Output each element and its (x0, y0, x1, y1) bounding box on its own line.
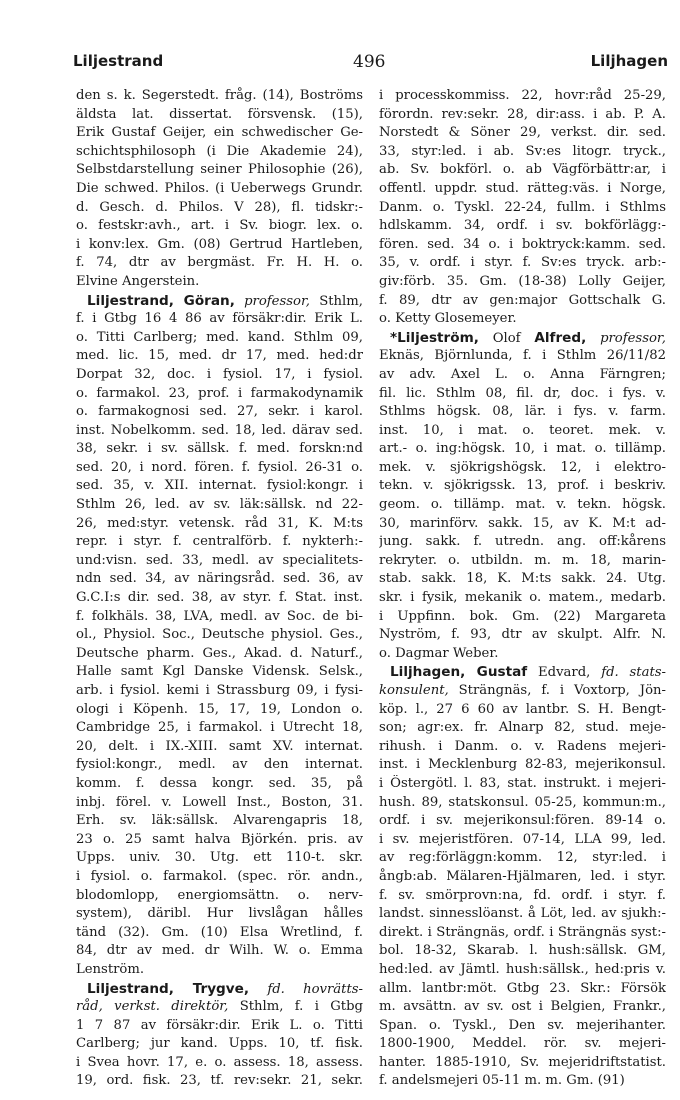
text-line: i Östergötl. l. 83, stat. instrukt. i mejeri- (379, 775, 666, 791)
text-line: komm. f. dessa kongr. sed. 35, på (76, 775, 363, 791)
text-line: 26, med:styr. vetensk. råd 31, K. M:ts (76, 515, 363, 531)
text-line: rihush. i Danm. o. v. Radens mejeri- (379, 738, 666, 754)
text-line: Span. o. Tyskl., Den sv. mejerihanter. (379, 1017, 666, 1033)
entry-given: Edvard, (538, 665, 591, 681)
text-line: f. i Gtbg 16 4 86 av försäkr:dir. Erik L. (76, 311, 363, 327)
text-line: allm. lantbr:möt. Gtbg 23. Skr.: Försök (379, 980, 666, 996)
entry-name: Liljestrand, Göran, (87, 292, 235, 309)
text-line: rekryter. o. utbildn. m. m. 18, marin- (379, 552, 666, 568)
text-line: ologi i Köpenh. 15, 17, 19, London o. (76, 701, 363, 717)
text-line: bol. 18-32, Skarab. l. hush:sällsk. GM, (379, 943, 666, 959)
text-line: repr. i styr. f. centralförb. f. nykterh:- (76, 534, 363, 550)
text-line: 23 o. 25 samt halva Björkén. pris. av (76, 831, 363, 847)
text-line: hush. 89, statskonsul. 05-25, kommun:m., (379, 794, 666, 810)
header-first-word: Liljestrand (73, 52, 164, 70)
page-number: 496 (353, 52, 386, 72)
entry-name: *Liljeström, (390, 329, 479, 346)
text-line: inst. i Mecklenburg 82-83, mejerikonsul. (379, 757, 666, 773)
text-line: Elvine Angerstein. (76, 273, 200, 289)
entry-place: Sthlm, (319, 293, 363, 309)
text-line: Nyström, f. 93, dtr av skulpt. Alfr. N. (379, 627, 666, 643)
entry-head-gustaf-2 (379, 682, 666, 701)
text-line: blodomlopp, energiomsättn. o. nerv- (76, 887, 363, 903)
text-line: Selbstdarstellung seiner Philosophie (26), (76, 162, 363, 178)
entry-title: fd. hovrätts- (267, 981, 363, 997)
text-line: inbj. förel. v. Lowell Inst., Boston, 31. (76, 794, 363, 810)
text-line: stab. sakk. 18, K. M:ts sakk. 24. Utg. (379, 571, 666, 587)
text-line: 1800-1900, Meddel. rör. sv. mejeri- (379, 1036, 666, 1052)
text-line: direkt. i Strängnäs, ordf. i Strängnäs syst:- (379, 924, 666, 940)
text-line: i sv. mejeristfören. 07-14, LLA 99, led. (379, 831, 666, 847)
text-line: ab. Sv. bokförl. o. ab Vägförbättr:ar, i (379, 162, 666, 178)
text-line: köp. l., 27 6 60 av lantbr. S. H. Bengt- (379, 701, 666, 717)
text-line: fysiol:kongr., medl. av den internat. (76, 757, 363, 773)
text-line: o. farmakol. 23, prof. i farmakodynamik (76, 385, 363, 401)
text-line: f. 89, dtr av gen:major Gottschalk G. (379, 292, 666, 308)
text-line: av adv. Axel L. o. Anna Färngren; (379, 366, 666, 382)
entry-title: råd, verkst. direktör, (76, 999, 229, 1015)
entry-given-bold: Alfred, (534, 329, 587, 346)
text-line: schichtsphilosoph (i Die Akademie 24), (76, 143, 363, 159)
text-line: Cambridge 25, i farmakol. i Utrecht 18, (76, 720, 363, 736)
text-line: Halle samt Kgl Danske Vidensk. Selsk., (76, 664, 363, 680)
text-line: geom. o. tillämp. mat. v. tekn. högsk. (379, 497, 666, 513)
text-line: mek. v. sjökrigshögsk. 12, i elektro- (379, 459, 666, 475)
running-header (73, 52, 668, 76)
entry-title: professor, (244, 293, 310, 309)
text-line: Sthlm 26, led. av sv. läk:sällsk. nd 22- (76, 497, 363, 513)
text-line: Erh. sv. läk:sällsk. Alvarengapris 18, (76, 813, 363, 829)
text-line: giv:förb. 35. Gm. (18-38) Lolly Geijer, (379, 273, 666, 289)
entry-head-gustaf (379, 663, 666, 682)
text-line: arb. i fysiol. kemi i Strassburg 09, i fysi- (76, 683, 363, 698)
text-line: hdlskamm. 34, ordf. i sv. bokförlägg:- (379, 218, 666, 234)
text-line: fören. sed. 34 o. i boktryck:kamm. sed. (379, 236, 666, 252)
entry-head-olof (379, 329, 666, 348)
text-line: inst. 10, i mat. o. teoret. mek. v. (379, 422, 666, 438)
text-line: sed. 20, i nord. fören. f. fysiol. 26-31 o. (76, 459, 363, 475)
text-line: tänd (32). Gm. (10) Elsa Wretlind, f. (76, 924, 363, 940)
entry-title: fd. stats- (601, 665, 666, 681)
text-line: 30, marinförv. sakk. 15, av K. M:t ad- (379, 515, 666, 531)
text-line: ångb:ab. Mälaren-Hjälmaren, led. i styr. (379, 868, 666, 884)
text-line: tekn. v. sjökrigssk. 13, prof. i beskriv. (379, 478, 666, 494)
text-line: son; agr:ex. fr. Alnarp 82, stud. meje- (379, 720, 666, 736)
text-line: i Uppfinn. bok. Gm. (22) Margareta (379, 608, 666, 624)
text-line: f. 74, dtr av bergmäst. Fr. H. H. o. (76, 255, 363, 271)
right-column (379, 87, 666, 1091)
text-line: Deutsche pharm. Ges., Akad. d. Naturf., (76, 645, 363, 661)
entry-name: Liljestrand, Trygve, (87, 980, 250, 997)
header-last-word: Liljhagen (590, 52, 668, 70)
text-line: 84, dtr av med. dr Wilh. W. o. Emma (76, 943, 363, 959)
text-line: i Svea hovr. 17, e. o. assess. 18, assess. (76, 1054, 363, 1070)
entry-head-trygve-2 (76, 998, 363, 1017)
text-line: o. Ketty Glosemeyer. (379, 311, 517, 327)
text-line: und:visn. sed. 33, medl. av specialitets- (76, 552, 363, 568)
text-line: Upps. univ. 30. Utg. ett 110-t. skr. (76, 850, 363, 866)
text-line: hanter. 1885-1910, Sv. mejeridriftstatist. (379, 1054, 666, 1070)
text-line: 33, styr:led. i ab. Sv:es litogr. tryck., (379, 143, 666, 159)
text-line: ordf. i sv. mejerikonsul:fören. 89-14 o. (379, 813, 666, 829)
text-line: o. Dagmar Weber. (379, 645, 499, 661)
text-line: jung. sakk. f. utredn. ang. off:kårens (379, 534, 666, 550)
text-line: landst. sinnesslöanst. å Löt, led. av sjukh:- (379, 906, 666, 922)
text-line: hed:led. av Jämtl. hush:sällsk., hed:pris v. (379, 961, 666, 977)
text-line: Norstedt & Söner 29, verkst. dir. sed. (379, 125, 666, 141)
text-line: i konv:lex. Gm. (08) Gertrud Hartleben, (76, 236, 363, 252)
text-line: 20, delt. i IX.-XIII. samt XV. internat. (76, 738, 363, 754)
text-line: inst. Nobelkomm. sed. 18, led. därav sed. (76, 422, 363, 438)
text-line: i processkommiss. 22, hovr:råd 25-29, (379, 88, 666, 103)
text-line: art.- o. ing:högsk. 10, i mat. o. tillämp. (379, 441, 666, 457)
text-line: sed. 35, v. XII. internat. fysiol:kongr. i (76, 478, 363, 494)
text-line: 38, sekr. i sv. sällsk. f. med. forskn:nd (76, 441, 363, 457)
text-line: Die schwed. Philos. (i Ueberwegs Grundr. (76, 180, 363, 196)
entry-name: Liljhagen, Gustaf (390, 664, 528, 681)
text-line: Eknäs, Björnlunda, f. i Sthlm 26/11/82 (379, 348, 666, 364)
text-line: d. Gesch. d. Philos. V 28), fl. tidskr:- (76, 199, 363, 215)
text-line: den s. k. Segerstedt. fråg. (14), Boströms (76, 88, 363, 103)
text-line: offentl. uppdr. stud. rätteg:väs. i Norge, (379, 180, 666, 196)
text-line: Dorpat 32, doc. i fysiol. 17, i fysiol. (76, 366, 363, 382)
text-line: f. sv. smörprovn:na, fd. ordf. i styr. f. (379, 887, 666, 903)
text-line: av reg:förläggn:komm. 12, styr:led. i (379, 850, 666, 866)
text-line: f. andelsmejeri 05-11 m. m. Gm. (91) (379, 1073, 625, 1089)
text-line: Erik Gustaf Geijer, ein schwedischer Ge- (76, 125, 363, 141)
text-line: ol., Physiol. Soc., Deutsche physiol. Ges., (76, 627, 363, 643)
text-line: fil. lic. Sthlm 08, fil. dr, doc. i fys. v. (379, 385, 666, 401)
text-line: Carlberg; jur kand. Upps. 10, tf. fisk. (76, 1036, 363, 1052)
text-line: förordn. rev:sekr. 28, dir:ass. i ab. P. A. (379, 106, 666, 122)
entry-head-goran (76, 292, 363, 311)
entry-title: professor, (600, 330, 666, 346)
text-line: ndn sed. 34, av näringsråd. sed. 36, av (76, 571, 363, 587)
text-line: Lenström. (76, 961, 145, 977)
text-line: Danm. o. Tyskl. 22-24, fullm. i Sthlms (379, 199, 666, 215)
text-line: o. Titti Carlberg; med. kand. Sthlm 09, (76, 329, 363, 345)
text-line: äldsta lat. dissertat. försvensk. (15), (76, 106, 363, 122)
text-line: G.C.I:s dir. sed. 38, av styr. f. Stat. inst. (76, 590, 363, 606)
text-line: o. farmakognosi sed. 27, sekr. i karol. (76, 404, 363, 420)
text-line: system), däribl. Hur livslågan hålles (76, 906, 363, 922)
text-line: skr. i fysik, mekanik o. matem., medarb. (379, 590, 666, 606)
entry-given: Olof (492, 330, 521, 346)
entry-head-trygve (76, 980, 363, 999)
text-line: 19, ord. fisk. 23, tf. rev:sekr. 21, sekr. (76, 1073, 363, 1089)
text-line: Sthlms högsk. 08, lär. i fys. v. farm. (379, 404, 666, 420)
entry-place: Strängnäs, f. i Voxtorp, Jön- (458, 683, 666, 698)
text-line: o. festskr:avh., art. i Sv. biogr. lex. o. (76, 218, 363, 234)
entry-place: Sthlm, f. i Gtbg (239, 999, 363, 1015)
left-column (76, 87, 363, 1091)
text-line: 35, v. ordf. i styr. f. Sv:es tryck. arb:- (379, 255, 666, 271)
entry-title: konsulent, (379, 683, 449, 698)
text-line: med. lic. 15, med. dr 17, med. hed:dr (76, 348, 363, 364)
text-line: f. folkhäls. 38, LVA, medl. av Soc. de bi- (76, 608, 363, 624)
text-line: 1 7 87 av försäkr:dir. Erik L. o. Titti (76, 1017, 363, 1033)
text-line: m. avsättn. av sv. ost i Belgien, Frankr., (379, 999, 666, 1015)
text-line: i fysiol. o. farmakol. (spec. rör. andn., (76, 868, 363, 884)
